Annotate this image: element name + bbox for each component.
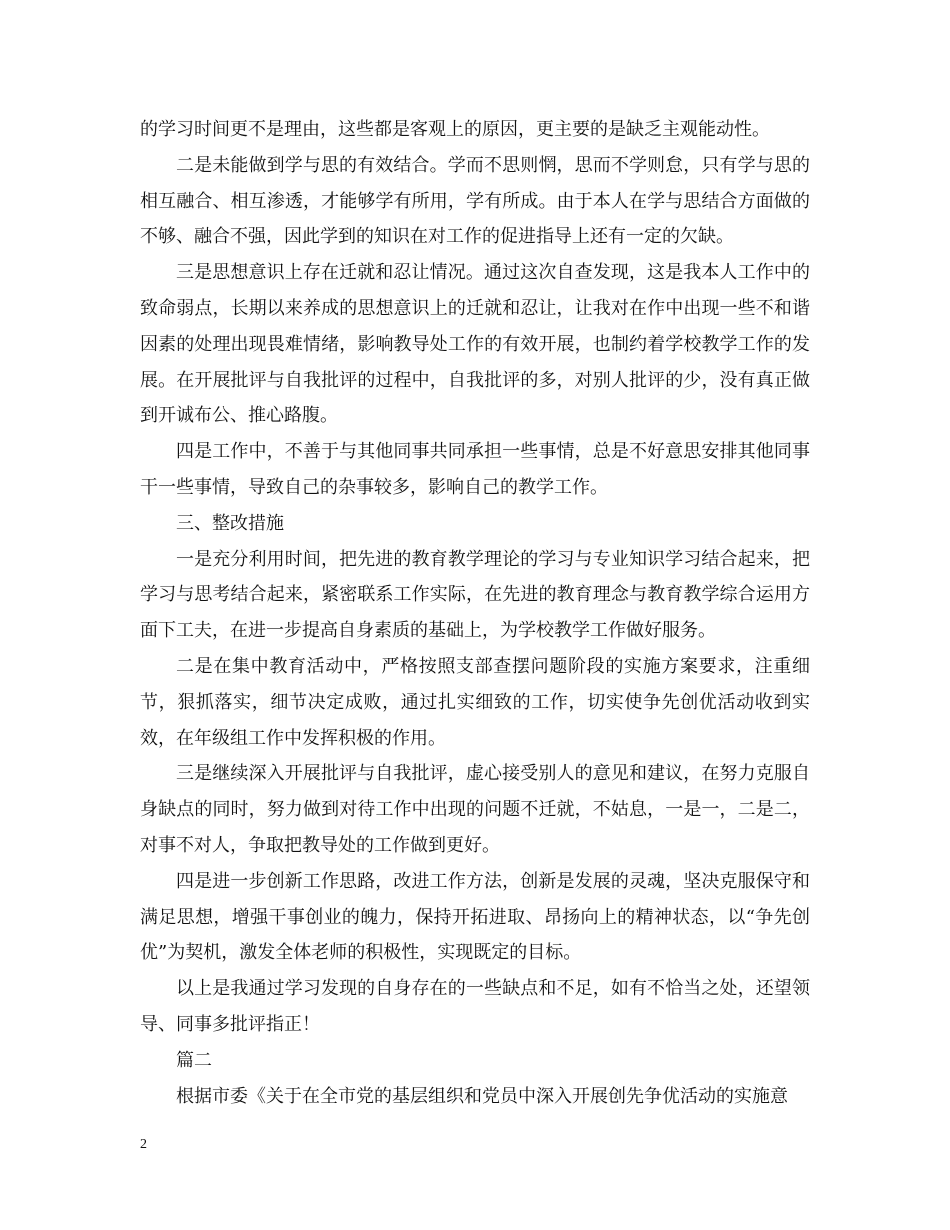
page-number: 2 (140, 1137, 147, 1152)
paragraph: 二是在集中教育活动中，严格按照支部查摆问题阶段的实施方案要求，注重细节，狠抓落实，细节决定成败，通过扎实细致的工作，切实使争先创优活动收到实效，在年级组工作中发挥积极的作用。 (140, 655, 810, 749)
paragraph: 三是思想意识上存在迁就和忍让情况。通过这次自查发现，这是我本人工作中的致命弱点，长期以来养成的思想意识上的迁就和忍让，让我对在作中出现一些不和谐因素的处理出现畏难情绪，影响教导处工作的有效开展，也制约着学校教学工作的发展。在开展批评与自我批评的过程中，自我批评的多，对别人批评的少，没有真正做到开诚布公、推心路腹。 (140, 262, 810, 427)
paragraph: 二是未能做到学与思的有效结合。学而不思则惘，思而不学则怠，只有学与思的相互融合、相互渗透，才能够学有所用，学有所成。由于本人在学与思结合方面做的不够、融合不强，因此学到的知识在对工作的促进指导上还有一定的欠缺。 (140, 154, 810, 248)
section-heading: 篇二 (176, 1049, 212, 1071)
paragraph: 四是工作中，不善于与其他同事共同承担一些事情，总是不好意思安排其他同事干一些事情，导致自己的杂事较多，影响自己的教学工作。 (140, 441, 810, 498)
paragraph: 的学习时间更不是理由，这些都是客观上的原因，更主要的是缺乏主观能动性。 (140, 119, 770, 140)
paragraph: 根据市委《关于在全市党的基层组织和党员中深入开展创先争优活动的实施意 (176, 1085, 788, 1107)
paragraph: 以上是我通过学习发现的自身存在的一些缺点和不足，如有不恰当之处，还望领导、同事多批评指正！ (140, 978, 810, 1035)
paragraph: 一是充分利用时间，把先进的教育教学理论的学习与专业知识学习结合起来，把学习与思考结合起来，紧密联系工作实际，在先进的教育理念与教育教学综合运用方面下工夫，在进一步提高自身素质的基础上，为学校教学工作做好服务。 (140, 548, 810, 642)
document-body (140, 112, 810, 1114)
paragraph: 四是进一步创新工作思路，改进工作方法，创新是发展的灵魂，坚决克服保守和满足思想，增强干事创业的魄力，保持开拓进取、昂扬向上的精神状态，以“争先创优”为契机，激发全体老师的积极性，实现既定的目标。 (140, 870, 810, 964)
section-heading: 三、整改措施 (176, 512, 284, 534)
paragraph: 三是继续深入开展批评与自我批评，虚心接受别人的意见和建议，在努力克服自身缺点的同时，努力做到对待工作中出现的问题不迁就，不姑息，一是一，二是二，对事不对人，争取把教导处的工作做到更好。 (140, 763, 810, 856)
